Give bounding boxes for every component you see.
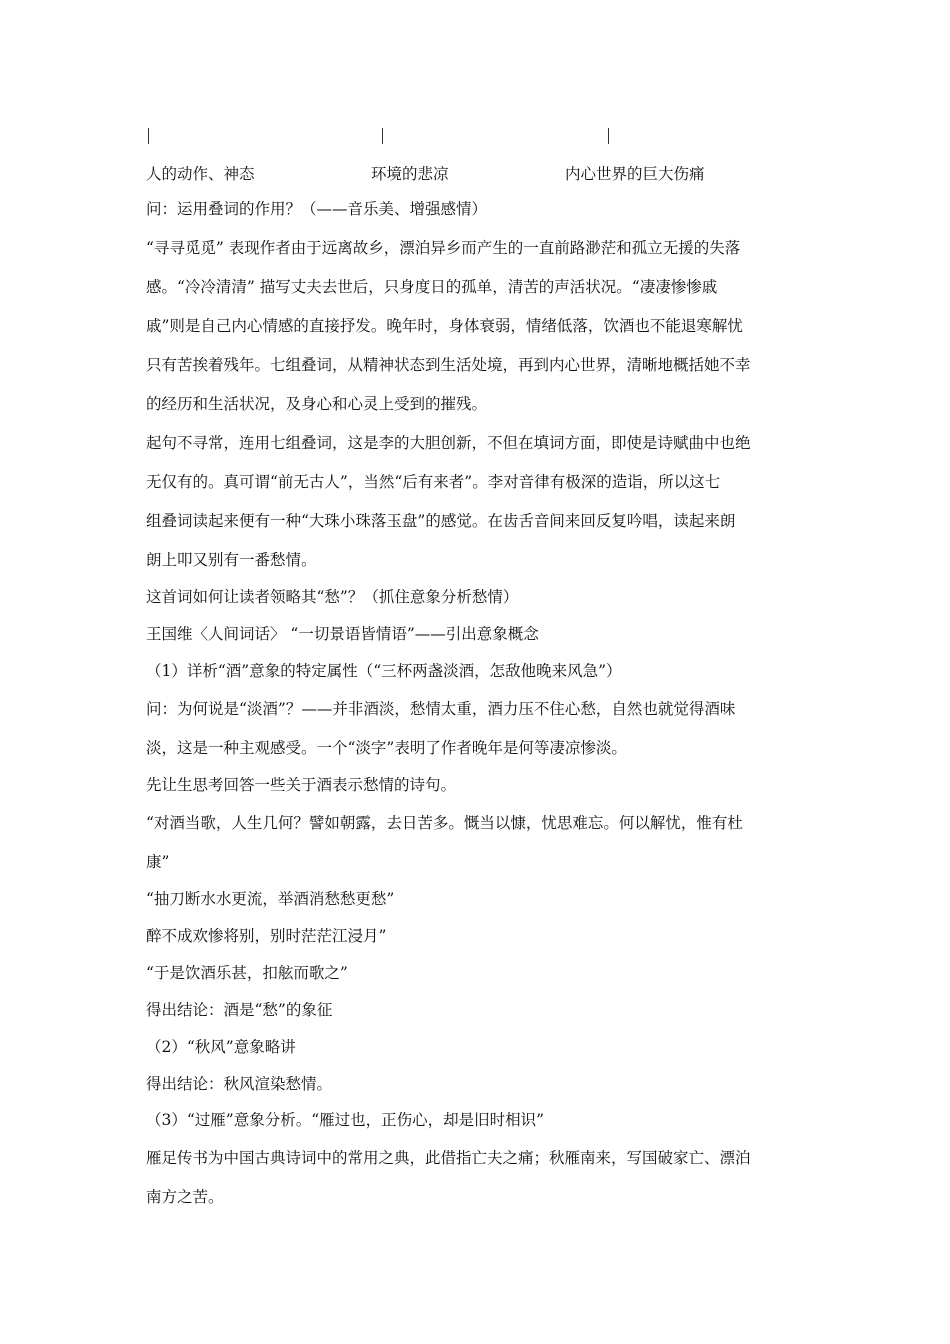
diagram-label-inner-pain: 内心世界的巨大伤痛 [565, 165, 705, 183]
diagram-label-environment: 环境的悲凉 [371, 165, 449, 183]
text-line-7: 起句不寻常，连用七组叠词，这是李的大胆创新，不但在填词方面，即使是诗赋曲中也绝 [146, 434, 751, 452]
text-line-4: 戚”则是自己内心情感的直接抒发。晚年时，身体衰弱，情绪低落，饮酒也不能退寒解忧 [146, 317, 743, 335]
diagram-connector-2 [382, 128, 383, 144]
text-line-23: （2）“秋风”意象略讲 [146, 1038, 296, 1056]
text-line-19: “抽刀断水水更流，举酒消愁愁更愁” [146, 890, 395, 908]
text-line-22: 得出结论：酒是“愁”的象征 [146, 1001, 333, 1019]
text-line-24: 得出结论：秋风渲染愁情。 [146, 1075, 333, 1093]
text-line-25: （3）“过雁”意象分析。“雁过也，正伤心，却是旧时相识” [146, 1111, 545, 1129]
text-line-16: 先让生思考回答一些关于酒表示愁情的诗句。 [146, 776, 457, 794]
text-line-14: 问：为何说是“淡酒”？——并非酒淡，愁情太重，酒力压不住心愁，自然也就觉得酒味 [146, 700, 736, 718]
text-line-3: 感。“冷冷清清” 描写丈夫去世后，只身度日的孤单，清苦的声活状况。“凄凄惨惨戚 [146, 278, 718, 296]
diagram-connector-1 [148, 128, 149, 144]
text-line-20: 醉不成欢惨将别，别时茫茫江浸月” [146, 927, 387, 945]
text-line-10: 朗上叩又别有一番愁情。 [146, 551, 317, 569]
text-line-11: 这首词如何让读者领略其“愁”？（抓住意象分析愁情） [146, 588, 519, 606]
text-line-1: 问：运用叠词的作用？（——音乐美、增强感情） [146, 200, 488, 218]
text-line-17: “对酒当歌，人生几何？譬如朝露，去日苦多。慨当以慷，忧思难忘。何以解忧，惟有杜 [146, 814, 743, 832]
text-line-15: 淡，这是一种主观感受。一个“淡字”表明了作者晚年是何等凄凉惨淡。 [146, 739, 627, 757]
text-line-2: “寻寻觅觅” 表现作者由于远离故乡，漂泊异乡而产生的一直前路渺茫和孤立无援的失落 [146, 239, 741, 257]
diagram-connector-3 [608, 128, 609, 144]
text-line-27: 南方之苦。 [146, 1188, 224, 1206]
text-line-9: 组叠词读起来便有一种“大珠小珠落玉盘”的感觉。在齿舌音间来回反复吟唱，读起来朗 [146, 512, 736, 530]
text-line-8: 无仅有的。真可谓“前无古人”，当然“后有来者”。李对音律有极深的造诣，所以这七 [146, 473, 721, 491]
text-line-12: 王国维〈人间词话〉 “一切景语皆情语”——引出意象概念 [146, 625, 539, 643]
diagram-label-action: 人的动作、神态 [146, 165, 255, 183]
text-line-21: “于是饮酒乐甚，扣舷而歌之” [146, 964, 348, 982]
text-line-13: （1）详析“酒”意象的特定属性（“三杯两盏淡酒，怎敌他晚来风急”） [146, 662, 622, 680]
text-line-6: 的经历和生活状况，及身心和心灵上受到的摧残。 [146, 395, 488, 413]
text-line-5: 只有苦挨着残年。七组叠词，从精神状态到生活处境，再到内心世界，清晰地概括她不幸 [146, 356, 751, 374]
text-line-26: 雁足传书为中国古典诗词中的常用之典，此借指亡夫之痛；秋雁南来，写国破家亡、漂泊 [146, 1149, 751, 1167]
text-line-18: 康” [146, 853, 170, 871]
